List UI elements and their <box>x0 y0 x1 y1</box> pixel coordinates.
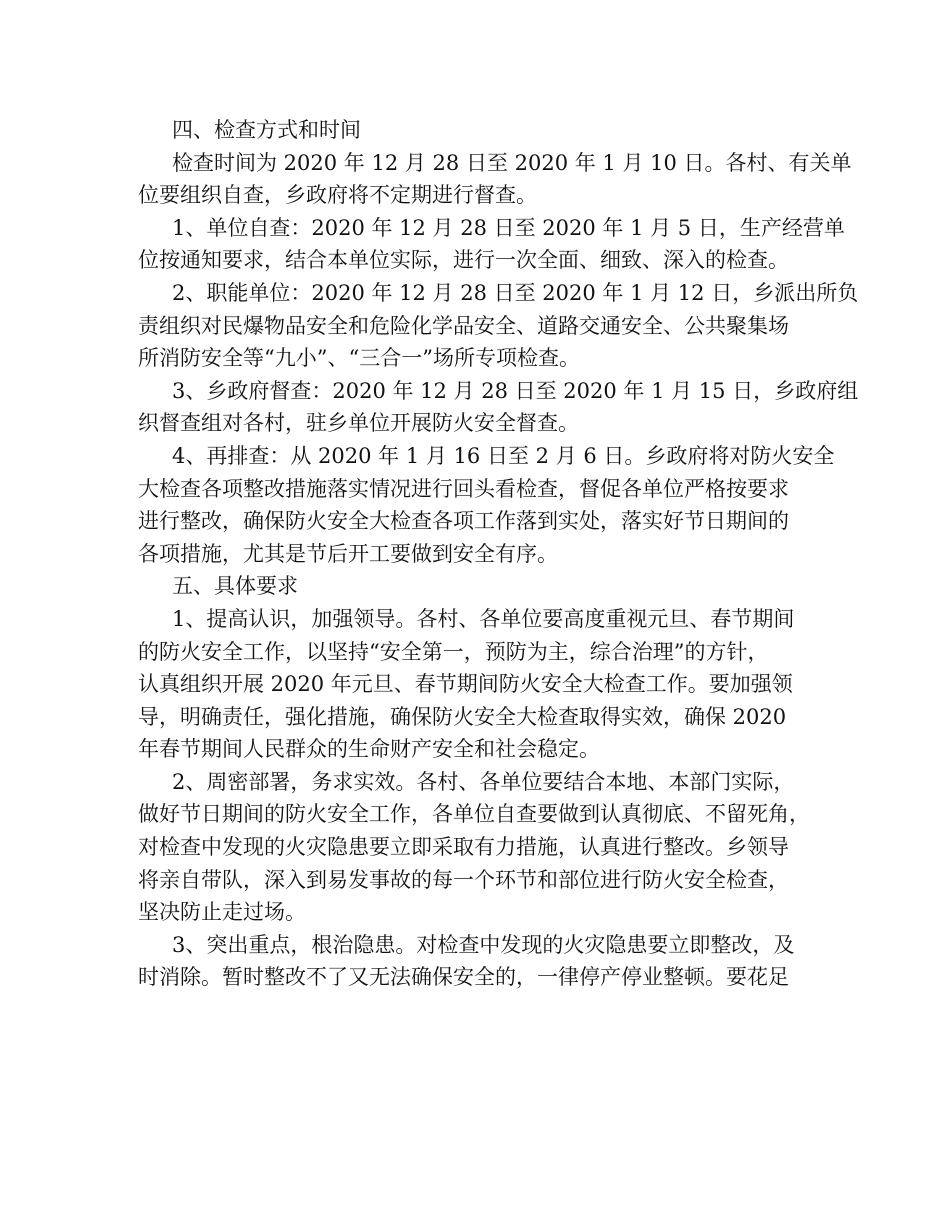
paragraph-line: 时消除。暂时整改不了又无法确保安全的，一律停产停业整顿。要花足 <box>138 965 789 990</box>
paragraph-line: 2、职能单位：2020 年 12 月 28 日至 2020 年 1 月 12 日，乡派出所负 <box>172 280 859 305</box>
section-heading: 四、检查方式和时间 <box>172 118 361 142</box>
paragraph-line: 3、乡政府督查：2020 年 12 月 28 日至 2020 年 1 月 15 日，乡政府组 <box>172 378 859 403</box>
document-body <box>138 114 859 994</box>
paragraph-line: 织督查组对各村，驻乡单位开展防火安全督查。 <box>138 411 579 436</box>
paragraph-line: 3、突出重点，根治隐患。对检查中发现的火灾隐患要立即整改，及 <box>172 932 795 957</box>
paragraph-line: 位要组织自查，乡政府将不定期进行督查。 <box>138 183 537 208</box>
paragraph-line: 将亲自带队，深入到易发事故的每一个环节和部位进行防火安全检查， <box>138 867 789 892</box>
paragraph-line: 所消防安全等“九小”、“三合一”场所专项检查。 <box>138 346 580 371</box>
paragraph-line: 1、提高认识，加强领导。各村、各单位要高度重视元旦、春节期间 <box>172 606 795 631</box>
paragraph-line: 年春节期间人民群众的生命财产安全和社会稳定。 <box>138 737 600 762</box>
paragraph-line: 责组织对民爆物品安全和危险化学品安全、道路交通安全、公共聚集场 <box>138 313 789 338</box>
paragraph-line: 认真组织开展 2020 年元旦、春节期间防火安全大检查工作。要加强领 <box>138 672 793 697</box>
paragraph-line: 进行整改，确保防火安全大检查各项工作落到实处，落实好节日期间的 <box>138 509 789 534</box>
paragraph-line: 大检查各项整改措施落实情况进行回头看检查，督促各单位严格按要求 <box>138 476 789 501</box>
paragraph-line: 导，明确责任，强化措施，确保防火安全大检查取得实效，确保 2020 <box>138 704 787 729</box>
paragraph-line: 2、周密部署，务求实效。各村、各单位要结合本地、本部门实际， <box>172 769 795 794</box>
paragraph-line: 的防火安全工作，以坚持“安全第一，预防为主，综合治理”的方针， <box>138 639 769 664</box>
paragraph-line: 对检查中发现的火灾隐患要立即采取有力措施，认真进行整改。乡领导 <box>138 835 789 860</box>
paragraph-line: 坚决防止走过场。 <box>138 900 306 925</box>
paragraph-line: 位按通知要求，结合本单位实际，进行一次全面、细致、深入的检查。 <box>138 248 789 273</box>
paragraph-line: 检查时间为 2020 年 12 月 28 日至 2020 年 1 月 10 日。各村、有关单 <box>172 150 852 175</box>
paragraph-line: 做好节日期间的防火安全工作，各单位自查要做到认真彻底、不留死角， <box>138 802 810 827</box>
paragraph-line: 各项措施，尤其是节后开工要做到安全有序。 <box>138 541 558 566</box>
paragraph-line: 1、单位自查：2020 年 12 月 28 日至 2020 年 1 月 5 日，生产经营单 <box>172 215 845 240</box>
paragraph-line: 4、再排查：从 2020 年 1 月 16 日至 2 月 6 日。乡政府将对防火安全 <box>172 443 835 468</box>
section-heading: 五、具体要求 <box>172 574 298 599</box>
